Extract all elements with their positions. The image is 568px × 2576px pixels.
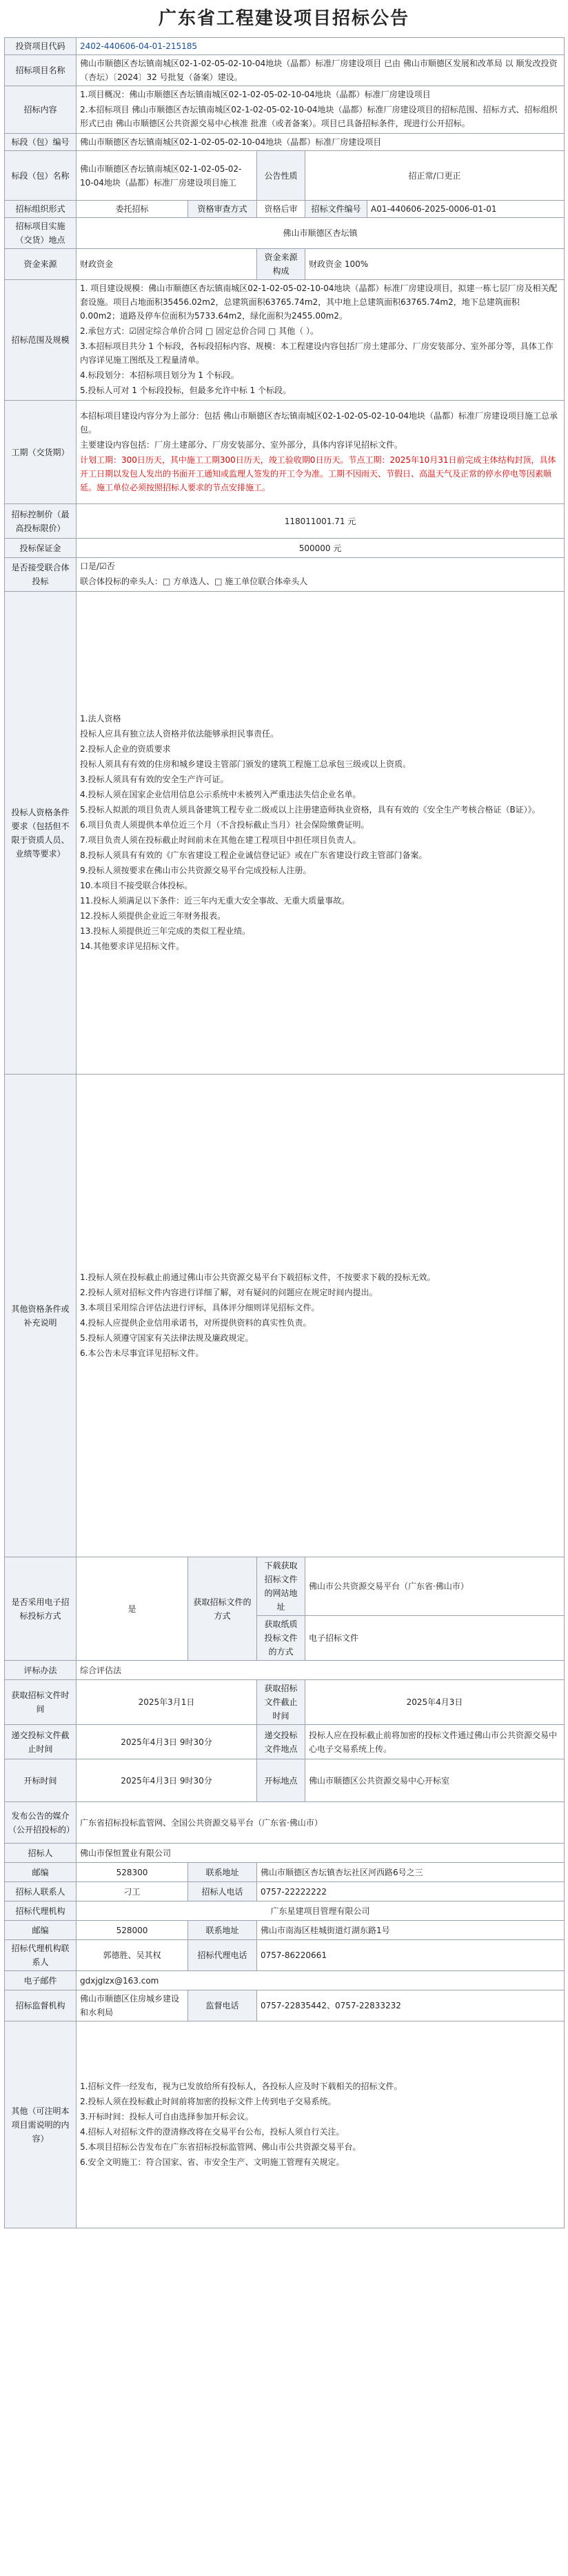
label-eval-method: 评标办法 [5,1661,77,1680]
row-deposit [5,539,565,558]
deposit-value: 500000 元 [77,539,565,558]
project-code-value: 2402-440606-04-01-215185 [77,38,565,55]
row-project-code [5,38,565,55]
qual-16: 14.其他要求详见招标文件。 [80,941,185,951]
stage-value: 资格后审 [257,201,305,218]
other-6: 6.本公告未尽事宜详见招标文件。 [80,1348,204,1358]
bid-org-value: 委托招标 [77,201,188,218]
note-6: 6.安全文明施工：符合国家、省、市安全生产、文明施工管理有关规定。 [80,2157,345,2167]
label-get-end: 获取招标文件截止时间 [257,1680,305,1725]
duration-2: 主要建设内容包括：厂房土建部分、厂房安装部分、室外部分，具体内容详见招标文件。 [80,439,403,450]
row-agency-addr [5,1921,565,1940]
row-media [5,1802,565,1844]
project-name-value: 佛山市顺德区杏坛镇南城区02-1-02-05-02-10-04地块（晶都）标准厂房建设项目 已由 佛山市顺德区发展和改革局 以 顺发改投资（杏坛）〔2024〕32 号批复（备案）建设。 [77,55,565,86]
submit-deadline-value: 2025年4月3日 9时30分 [77,1725,257,1759]
row-location [5,218,565,249]
label-open-time: 开标时间 [5,1759,77,1802]
row-section-name [5,151,565,201]
row-fund [5,249,565,280]
row-submit [5,1725,565,1759]
scope-1: 1. 项目建设规模：佛山市顺德区杏坛镇南城区02-1-02-05-02-10-04地块（晶都）标准厂房建设项目，拟建一栋七层厂房及相关配套设施。项目占地面积35456.02m2，总建筑面积63765.74m2，其中地上总建筑面积63765.74m2，地下总建筑面积 0.00m2；道路及停车位面积为5733.64m2，绿化面积为2455.00m2。 [80,283,558,321]
online-get-value: 佛山市公共资源交易平台（广东省·佛山市） [305,1557,565,1616]
note-1: 1.招标文件一经发布，视为已发放给所有投标人，各投标人应及时下载相关的招标文件。 [80,2081,403,2091]
open-addr-value: 佛山市顺德区公共资源交易中心开标室 [305,1759,565,1802]
qual-4: 投标人须具有有效的住房和城乡建设主管部门颁发的建筑工程施工总承包三级或以上资质。 [80,759,412,769]
qual-15: 13.投标人须提供近三年完成的类似工程业绩。 [80,926,251,936]
duration-1: 本招标项目建设内容分为上部分：包括 佛山市顺德区杏坛镇南城区02-1-02-05-02-10-04地块（晶都）标准厂房建设项目施工总承包。 [80,410,558,435]
label-submit-addr: 递交投标文件地点 [257,1725,305,1759]
label-fund-structure: 资金来源构成 [257,249,305,280]
row-duration [5,401,565,504]
note-4: 4.招标人对招标文件的澄清修改将在交易平台公布，投标人须自行关注。 [80,2126,345,2137]
agency-postcode-value: 528000 [77,1921,188,1940]
qual-3: 2.投标人企业的资质要求 [80,743,171,754]
label-agency: 招标代理机构 [5,1901,77,1921]
consortium-value [77,558,565,592]
get-time-value: 2025年3月1日 [77,1680,257,1725]
note-2: 2.投标人须在投标截止时间前将加密的投标文件上传到电子交易系统。 [80,2096,336,2106]
label-online-get: 下载获取招标文件的网站地址 [257,1557,305,1616]
notice-table [4,37,565,2228]
other-5: 5.投标人须遵守国家有关法律法规及廉政规定。 [80,1332,254,1343]
label-control-price: 招标控制价（最高投标限价） [5,504,77,539]
scope-5: 5.投标人可对 1 个标段投标，但最多允许中标 1 个标段。 [80,386,291,395]
other-1: 1.投标人须在投标截止前通过佛山市公共资源交易平台下载招标文件，不按要求下载的投标无效。 [80,1272,436,1282]
row-bid-org [5,201,565,218]
qualification-value [77,592,565,1075]
label-bid-org: 招标组织形式 [5,201,77,218]
consortium-2: 联合体投标的牵头人：□ 方单选人、□ 施工单位联合体牵头人 [80,577,308,586]
qual-10: 8.投标人须具有有效的《广东省建设工程企业诚信登记证》或在广东省建设行政主管部门备案。 [80,850,427,860]
tenderer-value: 佛山市保恒置业有限公司 [77,1844,565,1863]
label-bid-content: 招标内容 [5,86,77,134]
scope-3: 3.本招标项目共分 1 个标段，各标段招标内容、规模：本工程建设内容包括厂房土建部分、厂房安装部分、室外部分等，具体工作内容详见施工图纸及工程量清单。 [80,341,554,365]
label-scope: 招标范围及规模 [5,280,77,401]
row-agency [5,1901,565,1921]
agency-address-value: 佛山市南海区桂城街道灯湖东路1号 [257,1921,565,1940]
row-supervisor [5,1990,565,2021]
row-contact [5,1882,565,1901]
qual-11: 9.投标人须按要求在佛山市公共资源交易平台完成投标人注册。 [80,865,312,875]
row-scope [5,280,565,401]
duration-value [77,401,565,504]
agency-phone-value: 0757-86220661 [257,1940,565,1971]
get-end-value: 2025年4月3日 [305,1680,565,1725]
other-3: 3.本项目采用综合评估法进行评标，具体评分细则详见招标文件。 [80,1302,320,1312]
label-notice-nature: 公告性质 [257,151,305,201]
label-section-name: 标段（包）名称 [5,151,77,201]
agency-contact-value: 郭德胜、吴其权 [77,1940,188,1971]
label-notes: 其他（可注明本项目需说明的内容） [5,2021,77,2228]
control-price-value: 118011001.71 元 [77,504,565,539]
note-3: 3.开标时间：投标人可自由选择参加开标会议。 [80,2111,254,2121]
other-2: 2.投标人须对招标文件内容进行详细了解，对有疑问的问题应在规定时间内提出。 [80,1287,378,1297]
label-postcode: 邮编 [5,1863,77,1882]
fund-source-value: 财政资金 [77,249,257,280]
notice-nature-value: 招正常/口更正 [305,151,565,201]
file-no-value: A01-440606-2025-0006-01-01 [367,201,565,218]
bid-content-1: 1.项目概况：佛山市顺德区杏坛镇南城区02-1-02-05-02-10-04地块（晶都）标准厂房建设项目 [80,90,431,99]
qual-8: 6.项目负责人须提供本单位近三个月（不含投标截止当月）社会保险缴费证明。 [80,819,369,830]
label-paper-get: 获取纸质投标文件的方式 [257,1616,305,1661]
qual-7: 5.投标人拟派的项目负责人须具备建筑工程专业二级或以上注册建造师执业资格，具有有效的《安全生产考核合格证（B证）》。 [80,804,540,815]
qual-9: 7.项目负责人须在投标截止时间前未在其他在建工程项目中担任项目负责人。 [80,835,361,845]
label-duration: 工期（交货期） [5,401,77,504]
section-name-value: 佛山市顺德区杏坛镇南城区02-1-02-05-02-10-04地块（晶都）标准厂房建设项目施工 [77,151,257,201]
label-other: 其他资格条件或补充说明 [5,1075,77,1557]
phone-value: 0757-22222222 [257,1882,565,1901]
label-open-addr: 开标地点 [257,1759,305,1802]
scope-4: 4.标段划分：本招标项目划分为 1 个标段。 [80,370,239,380]
label-contact: 招标人联系人 [5,1882,77,1901]
label-electronic: 是否采用电子招标投标方式 [5,1557,77,1661]
row-other [5,1075,565,1557]
contact-value: 刁工 [77,1882,188,1901]
label-supervisor: 招标监督机构 [5,1990,77,2021]
label-tenderer-address: 联系地址 [188,1863,257,1882]
row-project-name [5,55,565,86]
duration-3: 计划工期：300日历天，其中施工工期300日历天，竣工验收期0日历天。节点工期：2025年10月31日前完成主体结构封顶，具体开工日期以发包人发出的书面开工通知或监理人签发的开工令为准。工期不因雨天、节假日、高温天气及正常的停水停电等因素顺延。施工单位必须按照招标人要求的节点安排施工。 [80,455,556,492]
label-fund-source: 资金来源 [5,249,77,280]
label-project-code: 投资项目代码 [5,38,77,55]
label-agency-contact: 招标代理机构联系人 [5,1940,77,1971]
label-get-method: 获取招标文件的方式 [188,1557,257,1661]
section-no-value: 佛山市顺德区杏坛镇南城区02-1-02-05-02-10-04地块（晶都）标准厂房建设项目 [77,134,565,151]
other-4: 4.投标人应提供企业信用承诺书，对所提供资料的真实性负责。 [80,1317,312,1328]
label-file-no: 招标文件编号 [305,201,367,218]
tenderer-address-value: 佛山市顺德区杏坛镇杏坛社区河西路6号之三 [257,1863,565,1882]
paper-get-value: 电子招标文件 [305,1616,565,1661]
page-title: 广东省工程建设项目招标公告 [158,8,409,29]
label-phone: 招标人电话 [188,1882,257,1901]
scope-2: 2.承包方式：☑固定综合单价合同 □ 固定总价合同 □ 其他（ ）。 [80,326,318,336]
scope-value [77,280,565,401]
label-consortium: 是否接受联合体投标 [5,558,77,592]
row-tenderer-addr [5,1863,565,1882]
notes-value [77,2021,565,2228]
other-value [77,1075,565,1557]
label-agency-email: 电子邮件 [5,1971,77,1990]
label-get-time: 获取招标文件时间 [5,1680,77,1725]
label-agency-postcode: 邮编 [5,1921,77,1940]
consortium-1: 口是/☑否 [80,561,115,571]
label-project-name: 招标项目名称 [5,55,77,86]
label-deposit: 投标保证金 [5,539,77,558]
qual-6: 4.投标人须在国家企业信用信息公示系统中未被列入严重违法失信企业名单。 [80,789,361,799]
media-value: 广东省招标投标监管网、全国公共资源交易平台（广东省·佛山市） [77,1802,565,1844]
qual-5: 3.投标人须具有有效的安全生产许可证。 [80,774,229,784]
qual-14: 12.投标人须提供企业近三年财务报表。 [80,910,226,921]
agency-value: 广东星建项目管理有限公司 [77,1901,565,1921]
agency-email-value: gdxjglzx@163.com [77,1971,565,1990]
location-value: 佛山市顺德区杏坛镇 [77,218,565,249]
bid-content-2: 2.本招标项目 佛山市顺德区杏坛镇南城区02-1-02-05-02-10-04地块（晶都）标准厂房建设项目的招标范围、招标方式、招标组织形式已由 佛山市顺德区公共资源交易中心核准 批准（或者备案）。项目已具备招标条件，现进行公开招标。 [80,105,558,128]
bid-content-value [77,86,565,134]
label-agency-phone: 招标代理电话 [188,1940,257,1971]
label-media: 发布公告的媒介（公开招投标的） [5,1802,77,1844]
qual-13: 11.投标人须满足以下条件：近三年内无重大安全事故、无重大质量事故。 [80,895,350,906]
row-agency-contact [5,1940,565,1971]
label-location: 招标项目实施（交货）地点 [5,218,77,249]
label-stage: 资格审查方式 [188,201,257,218]
label-submit-deadline: 递交投标文件截止时间 [5,1725,77,1759]
row-get-time [5,1680,565,1725]
supervisor-value: 佛山市顺德区住房城乡建设和水利局 [77,1990,188,2021]
row-tenderer [5,1844,565,1863]
submit-addr-value: 投标人应在投标截止前将加密的投标文件通过佛山市公共资源交易中心电子交易系统上传。 [305,1725,565,1759]
row-bid-content [5,86,565,134]
label-section-no: 标段（包）编号 [5,134,77,151]
row-section-no [5,134,565,151]
note-5: 5.本项目招标公告发布在广东省招标投标监管网、佛山市公共资源交易平台。 [80,2141,361,2152]
open-time-value: 2025年4月3日 9时30分 [77,1759,257,1802]
row-qualification [5,592,565,1075]
eval-method-value: 综合评估法 [77,1661,565,1680]
fund-structure-value: 财政资金 100% [305,249,565,280]
row-electronic-online [5,1557,565,1616]
row-eval [5,1661,565,1680]
qual-2: 投标人应具有独立法人资格并依法能够承担民事责任。 [80,728,279,739]
row-consortium [5,558,565,592]
qual-12: 10.本项目不接受联合体投标。 [80,880,193,890]
label-agency-address: 联系地址 [188,1921,257,1940]
electronic-value: 是 [77,1557,188,1661]
label-tenderer: 招标人 [5,1844,77,1863]
qual-1: 1.法人资格 [80,713,121,723]
row-notes [5,2021,565,2228]
supervisor-phone-value: 0757-22835442、0757-22833232 [257,1990,565,2021]
row-open [5,1759,565,1802]
row-control-price [5,504,565,539]
label-qualification: 投标人资格条件要求（包括但不限于资质人员、业绩等要求） [5,592,77,1075]
row-agency-email [5,1971,565,1990]
label-supervisor-phone: 监督电话 [188,1990,257,2021]
postcode-value: 528300 [77,1863,188,1882]
